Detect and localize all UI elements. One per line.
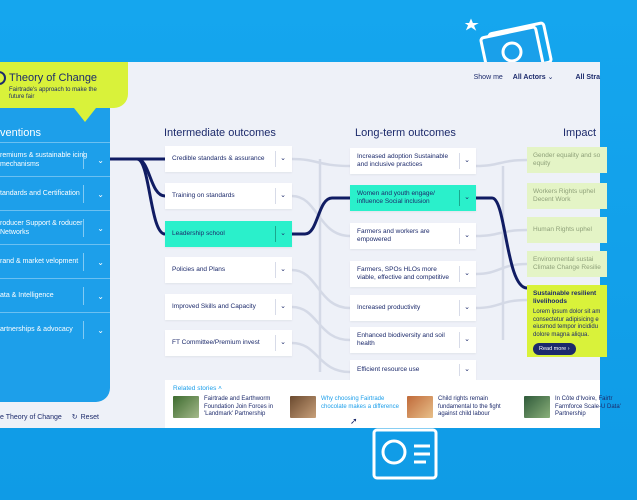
show-me-label: Show me: [473, 73, 503, 81]
longterm-card[interactable]: Farmers and workers are empowered ⌄: [350, 223, 476, 249]
longterm-card[interactable]: Farmers, SPOs HLOs more viable, effective and competitive ⌄: [350, 261, 476, 287]
page-title: Theory of Change: [9, 72, 98, 84]
impact-active-title: Sustainable resilient livelihoods: [533, 290, 597, 305]
chevron-down-icon: ⌄: [97, 189, 104, 199]
impact-card[interactable]: Environmental sustai Climate Change Resilie: [527, 251, 607, 277]
theory-header-card: [0, 62, 128, 108]
impact-active-body: Lorem ipsum dolor sit am consectetur adipisicing e eiusmod tempor incididu dolore magna aliqua.: [533, 309, 601, 338]
chevron-down-icon: ⌄: [464, 232, 470, 239]
intermediate-card[interactable]: Credible standards & assurance ⌄: [165, 146, 292, 172]
intermediate-card[interactable]: FT Committee/Premium invest ⌄: [165, 330, 292, 356]
intermediate-card-active[interactable]: Leadership school ⌄: [165, 221, 292, 247]
chevron-down-icon: ⌄: [547, 74, 554, 81]
longterm-card[interactable]: Increased productivity ⌄: [350, 295, 476, 321]
chevron-down-icon: ⌄: [280, 266, 286, 273]
chevron-down-icon: ⌄: [464, 366, 470, 373]
chevron-down-icon: ⌄: [280, 339, 286, 346]
actors-dropdown[interactable]: All Actors ⌄: [512, 74, 554, 81]
longterm-card[interactable]: Enhanced biodiversity and soil health ⌄: [350, 327, 476, 353]
story-item[interactable]: Fairtrade and Earthworm Foundation Join Forces in 'Landmark' Partnership: [173, 396, 286, 424]
chevron-down-icon: ⌄: [97, 223, 104, 233]
fairtrade-logo-icon: [0, 71, 6, 85]
page-subtitle: Fairtrade's approach to make the future fair: [9, 87, 97, 100]
chevron-down-icon: ⌄: [464, 336, 470, 343]
arrow-down-icon: [74, 108, 96, 122]
chevron-down-icon: ⌄: [97, 257, 104, 267]
longterm-card-active[interactable]: Women and youth engage/ influence Social inclusion ⌄: [350, 185, 476, 211]
intermediate-card[interactable]: Policies and Plans ⌄: [165, 257, 292, 283]
interventions-title: ventions: [0, 127, 41, 139]
story-thumbnail: [524, 396, 550, 418]
impact-card[interactable]: Workers Rights uphel Decent Work: [527, 183, 607, 209]
impact-card[interactable]: Gender equality and so equity: [527, 147, 607, 173]
strategy-dropdown[interactable]: All Stra: [575, 73, 600, 81]
impact-title: Impact: [563, 127, 597, 139]
chevron-down-icon: ⌄: [97, 155, 104, 165]
longterm-card[interactable]: Efficient resource use ⌄: [350, 360, 476, 380]
related-stories-toggle[interactable]: Related stories ˄: [173, 385, 222, 392]
chevron-down-icon: ⌄: [464, 270, 470, 277]
chevron-down-icon: ⌄: [97, 291, 104, 301]
theory-of-change-link[interactable]: e Theory of Change: [0, 413, 62, 421]
story-thumbnail: [290, 396, 316, 418]
read-more-button[interactable]: Read more ›: [533, 343, 576, 355]
intervention-item-producer-support[interactable]: roducer Support & roducer Networks ⌄: [0, 210, 110, 244]
chevron-down-icon: ⌄: [464, 157, 470, 164]
story-item[interactable]: In Côte d'Ivoire, Fairtr Farmforce Scale-U Data' Partnership: [524, 396, 637, 424]
intermediate-outcomes-title: Intermediate outcomes: [164, 127, 276, 139]
chevron-down-icon: ⌄: [280, 192, 286, 199]
chevron-down-icon: ⌄: [280, 230, 286, 237]
cursor-icon: ➚: [350, 416, 358, 426]
impact-card-active[interactable]: [527, 285, 607, 357]
story-item[interactable]: Why choosing Fairtrade chocolate makes a difference: [290, 396, 403, 424]
chevron-down-icon: ⌄: [464, 304, 470, 311]
reset-button[interactable]: ↻ Reset: [71, 413, 99, 421]
story-item[interactable]: Child rights remain fundamental to the fight against child labour: [407, 396, 520, 424]
long-term-outcomes-title: Long-term outcomes: [355, 127, 456, 139]
chevron-down-icon: ⌄: [464, 194, 470, 201]
intervention-item-brand-market[interactable]: rand & market velopment ⌄: [0, 244, 110, 278]
footer-links: [0, 413, 99, 421]
related-stories-panel: [165, 380, 621, 428]
reset-icon: ↻: [71, 414, 78, 421]
intermediate-card[interactable]: Improved Skills and Capacity ⌄: [165, 294, 292, 320]
chevron-down-icon: ⌄: [280, 155, 286, 162]
chevron-down-icon: ⌄: [280, 303, 286, 310]
impact-card[interactable]: Human Rights uphel: [527, 217, 607, 243]
intervention-item-premiums[interactable]: remiums & sustainable icing mechanisms ⌄: [0, 142, 110, 176]
chevron-down-icon: ⌄: [97, 325, 104, 335]
story-thumbnail: [173, 396, 199, 418]
longterm-card[interactable]: Increased adoption Sustainable and inclusive practices ⌄: [350, 148, 476, 174]
intervention-item-standards[interactable]: tandards and Certification ⌄: [0, 176, 110, 210]
story-thumbnail: [407, 396, 433, 418]
intervention-item-data-intelligence[interactable]: ata & Intelligence ⌄: [0, 278, 110, 312]
intermediate-card[interactable]: Training on standards ⌄: [165, 183, 292, 209]
intervention-item-partnerships[interactable]: artnerships & advocacy ⌄: [0, 312, 110, 346]
